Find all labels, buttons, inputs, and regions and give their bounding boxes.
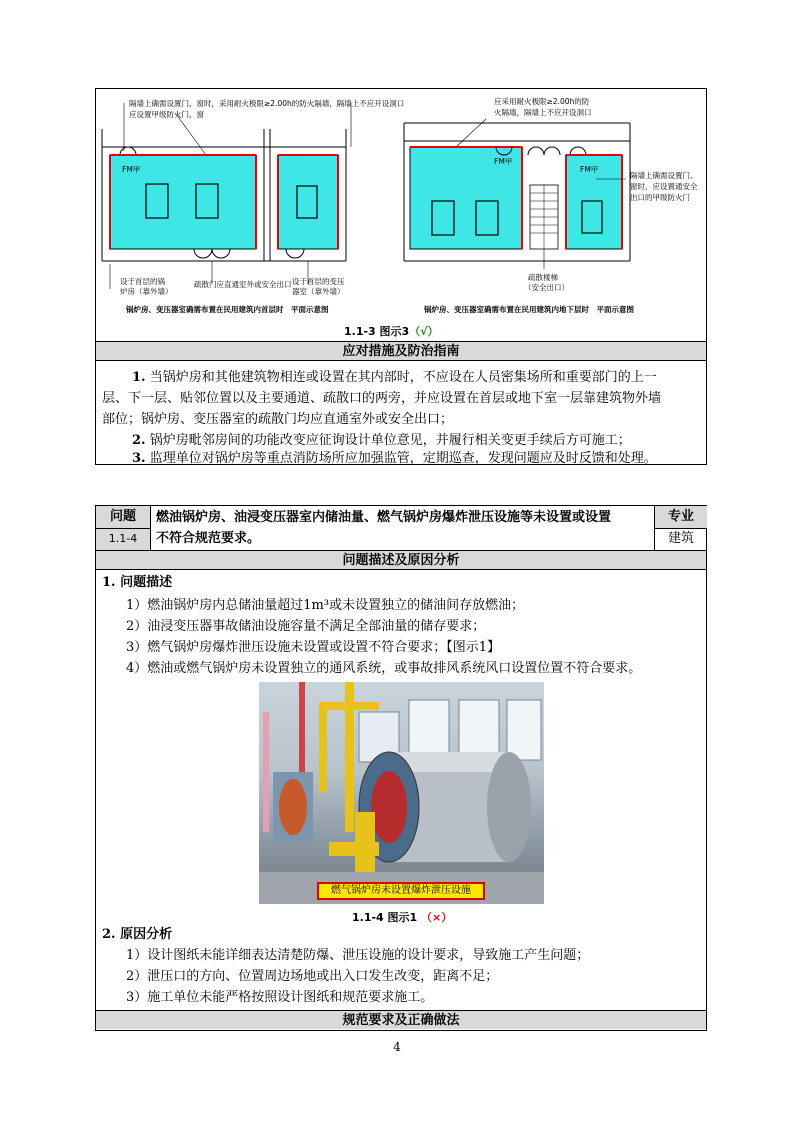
right-note-stair2: （安全出口）	[524, 283, 569, 292]
guide-body	[96, 360, 706, 464]
issue-code: 1.1-4	[96, 528, 150, 549]
left-fm-label: FM甲	[122, 165, 141, 174]
boiler-photo-art	[259, 682, 544, 904]
right-note-stair: 疏散楼梯	[528, 273, 558, 282]
desc-item-3: 3）燃气锅炉房爆炸泄压设施未设置或设置不符合要求；【图示1】	[126, 640, 501, 655]
cause-title: 2. 原因分析	[102, 927, 173, 942]
right-diagram-title: 锅炉房、变压器室确需布置在民用建筑内地下层时 平面示意图	[424, 305, 634, 314]
guide-item-1: 1. 当锅炉房和其他建筑物相连或设置在其内部时，不应设在人员密集场所和重要部门的上一	[132, 370, 657, 385]
left-note-mid: 疏散门应直通室外或安全出口	[194, 280, 292, 289]
desc-item-2: 2）油浸变压器事故储油设施容量不满足全部油量的储存要求；	[126, 619, 486, 634]
guide-item-3: 3. 监理单位对锅炉房等重点消防场所应加强监管，定期巡查，发现问题应及时反馈和处理。	[132, 451, 657, 466]
fire-separation-diagram	[96, 89, 706, 341]
figure-caption-1	[352, 909, 452, 925]
right-fm-label1: FM甲	[494, 157, 513, 166]
cross-mark: （×）	[421, 911, 453, 924]
right-fm-label2: FM甲	[580, 165, 599, 174]
issue-title-row	[96, 506, 706, 550]
left-diagram-title: 锅炉房、变压器室确需布置在民用建筑内首层时 平面示意图	[126, 305, 329, 314]
right-note-side3: 出口的甲级防火门	[630, 193, 690, 202]
caption-text: 1.1-3 图示3	[344, 325, 410, 338]
major-cell	[655, 506, 707, 550]
guide-item-1-cont: 层、下一层、贴邻位置以及主要通道、疏散口的两旁，并应设置在首层或地下室一层靠建筑物外墙	[102, 391, 662, 406]
cause-item-1: 1）设计图纸未能详细表达清楚防爆、泄压设施的设计要求，导致施工产生问题；	[126, 948, 590, 963]
left-note-left2: 炉房（靠外墙）	[120, 287, 173, 296]
photo-caption-text: 1.1-4 图示1	[352, 911, 418, 924]
right-callout-top2: 火隔墙，隔墙上不应开设洞口	[494, 108, 592, 117]
left-callout-top2: 应设置甲级防火门、窗	[129, 110, 204, 119]
left-note-right2: 器室（靠外墙）	[292, 287, 345, 296]
major-label: 专业	[655, 506, 707, 528]
right-note-side2: 窗时，应设置通安全	[630, 182, 698, 191]
figure-caption-3	[344, 323, 439, 339]
guide-item-2: 2. 锅炉房毗邻房间的功能改变应征询设计单位意见，并履行相关变更手续后方可施工；	[132, 433, 631, 448]
photo-label: 燃气锅炉房未设置爆炸泄压设施	[317, 882, 485, 900]
desc-header: 问题描述及原因分析	[96, 550, 706, 569]
major-value: 建筑	[655, 528, 707, 549]
section2-table	[95, 505, 707, 1031]
left-callout-top: 隔墙上确需设置门、窗时，采用耐火极限≥2.00h的防火隔墙，隔墙上不应开设洞口	[129, 99, 405, 108]
issue-title: 燃油锅炉房、油浸变压器室内储油量、燃气锅炉房爆炸泄压设施等未设置或设置 不符合规范要求。	[156, 510, 612, 546]
desc-item-4: 4）燃油或燃气锅炉房未设置独立的通风系统，或事故排风系统风口设置位置不符合要求。	[126, 661, 642, 676]
desc-title: 1. 问题描述	[102, 575, 173, 590]
spec-header: 规范要求及正确做法	[96, 1010, 706, 1029]
right-callout-top: 应采用耐火极限≥2.00h的防	[494, 97, 590, 106]
section1-table	[95, 88, 707, 465]
boiler-photo	[259, 682, 544, 904]
cause-item-3: 3）施工单位未能严格按照设计图纸和规范要求施工。	[126, 990, 434, 1005]
guide-header: 应对措施及防治指南	[96, 341, 706, 360]
desc-body	[96, 569, 706, 1010]
issue-label-cell	[96, 506, 150, 550]
desc-item-1: 1）燃油锅炉房内总储油量超过1m³或未设置独立的储油间存放燃油；	[126, 598, 525, 613]
issue-label: 问题	[109, 509, 136, 524]
cause-item-2: 2）泄压口的方向、位置周边场地或出入口发生改变，距离不足；	[126, 969, 499, 984]
left-floorplan	[102, 103, 351, 289]
check-mark: （√）	[409, 325, 439, 338]
page-number: 4	[393, 1040, 401, 1054]
left-note-left: 设于首层的锅	[120, 277, 165, 286]
guide-item-1-cont2: 部位；锅炉房、变压器室的疏散门均应直通室外或安全出口；	[102, 412, 454, 427]
left-note-right: 设于首层的变压	[292, 277, 345, 286]
right-floorplan	[404, 119, 630, 269]
right-note-side1: 隔墙上确需设置门、	[630, 171, 698, 180]
diagram-row	[96, 89, 706, 341]
